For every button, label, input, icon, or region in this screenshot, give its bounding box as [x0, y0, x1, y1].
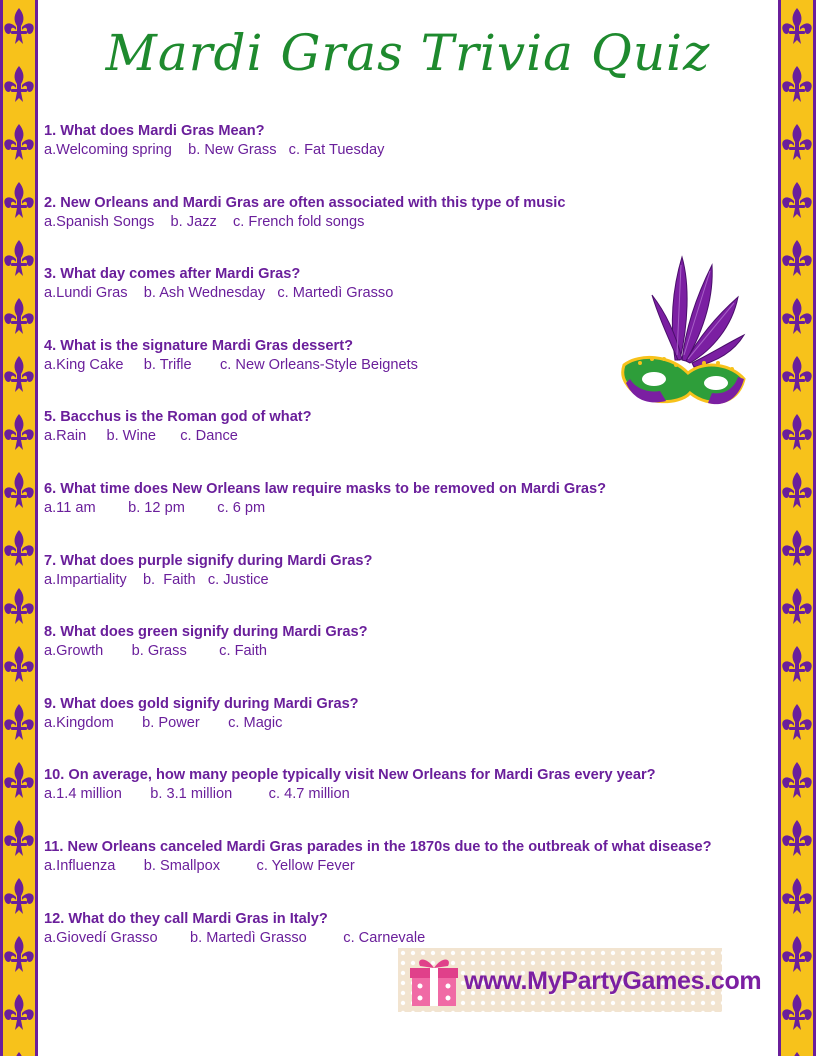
answer-options: a.Giovedí Grasso b. Martedì Grasso c. Carnevale — [44, 929, 426, 946]
gift-box-icon — [406, 952, 462, 1008]
answer-options: a.King Cake b. Trifle c. New Orleans-Style Beignets — [44, 356, 418, 373]
question-text: 4. What is the signature Mardi Gras dessert? — [44, 337, 353, 354]
answer-options: a.Growth b. Grass c. Faith — [44, 643, 268, 660]
question-text: 2. New Orleans and Mardi Gras are often associated with this type of music — [44, 194, 566, 211]
question-text: 12. What do they call Mardi Gras in Italy? — [44, 910, 328, 927]
quiz-question — [44, 766, 778, 838]
quiz-question — [44, 695, 778, 767]
question-text: 11. New Orleans canceled Mardi Gras parades in the 1870s due to the outbreak of what disease? — [44, 838, 712, 855]
question-text: 8. What does green signify during Mardi Gras? — [44, 624, 368, 641]
quiz-question — [44, 480, 778, 552]
answer-options: a.Kingdom b. Power c. Magic — [44, 714, 283, 731]
quiz-question — [44, 838, 778, 910]
mardi-gras-mask-icon — [620, 255, 750, 415]
page-title: Mardi Gras Trivia Quiz — [105, 24, 711, 82]
answer-options: a.Impartiality b. Faith c. Justice — [44, 571, 269, 588]
answer-options: a.Influenza b. Smallpox c. Yellow Fever — [44, 857, 355, 874]
quiz-question-list — [44, 122, 778, 981]
quiz-question — [44, 408, 778, 480]
quiz-question — [44, 623, 778, 695]
answer-options: a.1.4 million b. 3.1 million c. 4.7 million — [44, 786, 350, 803]
quiz-question — [44, 122, 778, 194]
site-branding-banner — [398, 948, 762, 1012]
right-fleur-de-lis-border — [778, 0, 816, 1056]
left-fleur-de-lis-border — [0, 0, 38, 1056]
question-text: 1. What does Mardi Gras Mean? — [44, 123, 265, 139]
answer-options: a.Lundi Gras b. Ash Wednesday c. Martedì Grasso — [44, 285, 394, 302]
answer-options: a.Spanish Songs b. Jazz c. French fold songs — [44, 213, 365, 230]
question-text: 7. What does purple signify during Mardi Gras? — [44, 552, 373, 569]
answer-options: a.Welcoming spring b. New Grass c. Fat Tuesday — [44, 142, 385, 158]
answer-options: a.Rain b. Wine c. Dance — [44, 428, 238, 445]
answer-options: a.11 am b. 12 pm c. 6 pm — [44, 499, 266, 516]
site-url: www.MyPartyGames.com — [464, 967, 762, 995]
question-text: 9. What does gold signify during Mardi Gras? — [44, 695, 359, 712]
quiz-question — [44, 552, 778, 624]
fleur-de-lis-icon — [778, 0, 816, 1056]
question-text: 10. On average, how many people typically visit New Orleans for Mardi Gras every year? — [44, 767, 656, 784]
fleur-de-lis-icon — [0, 0, 38, 1056]
question-text: 3. What day comes after Mardi Gras? — [44, 266, 301, 283]
question-text: 5. Bacchus is the Roman god of what? — [44, 409, 312, 426]
question-text: 6. What time does New Orleans law require masks to be removed on Mardi Gras? — [44, 480, 607, 497]
